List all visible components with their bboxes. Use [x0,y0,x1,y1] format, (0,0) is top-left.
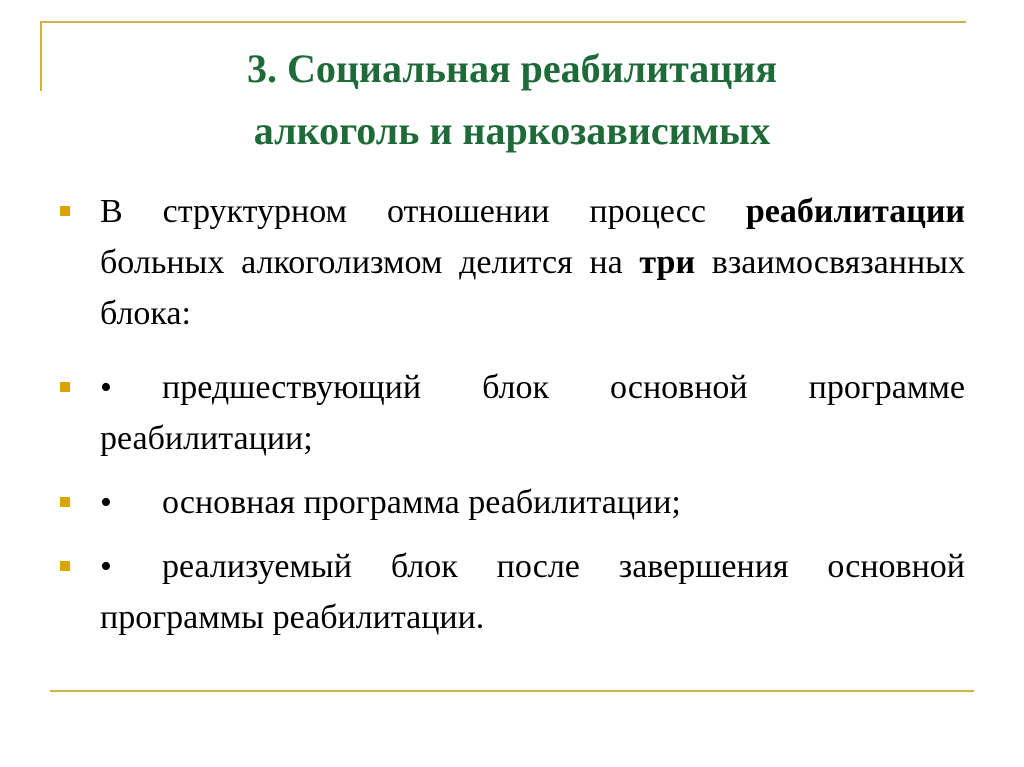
square-bullet-icon [60,382,70,392]
bullet-list [60,186,965,656]
list-item [60,186,965,339]
text-segment: реализуемый блок после завершения основной программы реабилитации. [100,548,965,636]
text-segment: основная программа реабилитации; [162,484,681,521]
left-divider [40,21,42,91]
list-item-text [100,541,965,643]
list-item-text [100,362,965,464]
square-bullet-icon [60,561,70,571]
text-segment: взаимосвязанных блока: [100,244,965,332]
square-bullet-icon [60,206,70,216]
text-segment: В структурном отношении процесс [100,193,746,230]
title-line-2: алкоголь и наркозависимых [253,108,771,153]
bold-segment: три [639,244,696,281]
bullet-dot: • [100,369,112,406]
title-line-1: 3. Социальная реабилитация [246,46,778,91]
bold-segment: реабилитации [745,193,965,230]
text-segment: предшествующий блок основной программе реабилитации; [100,369,965,457]
list-item [60,362,965,464]
list-item-text [100,186,965,339]
slide-title [60,38,964,162]
bullet-dot: • [100,484,112,521]
bottom-divider [50,690,974,692]
bullet-dot: • [100,548,112,585]
top-divider [40,21,966,23]
list-item-text [100,477,965,528]
list-item [60,477,965,528]
square-bullet-icon [60,497,70,507]
text-segment: больных алкоголизмом делится на [100,244,640,281]
list-item [60,541,965,643]
